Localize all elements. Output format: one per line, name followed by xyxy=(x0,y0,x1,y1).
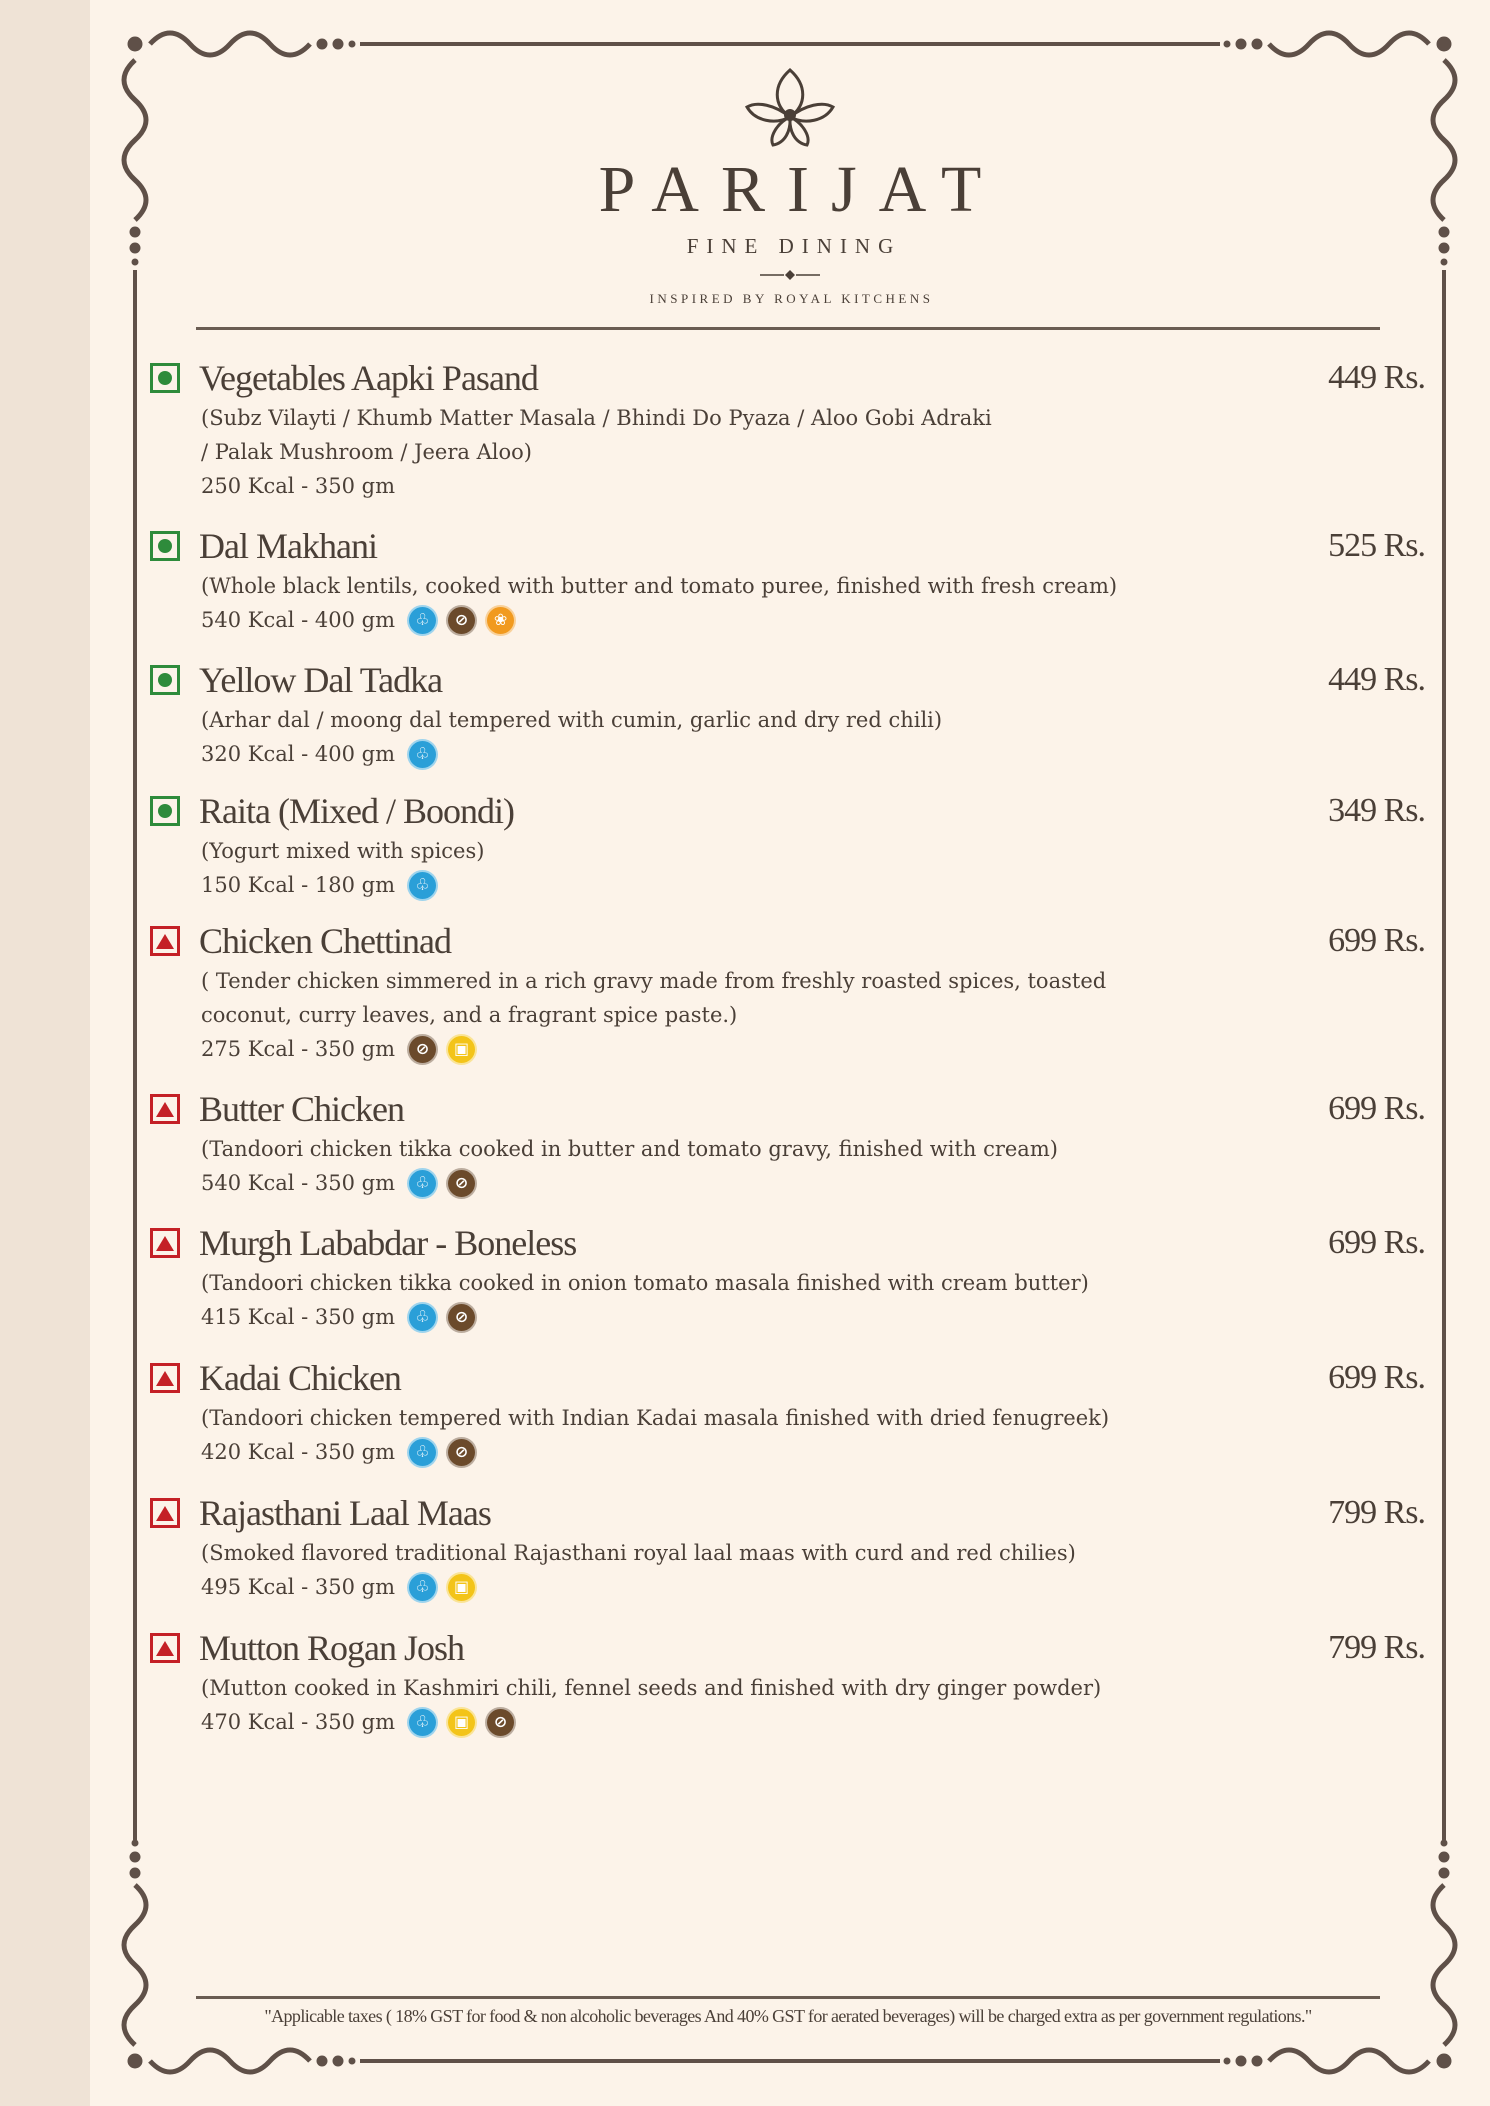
item-description: ( Tender chicken simmered in a rich gravy made from freshly roasted spices, toasted xyxy=(201,969,1107,993)
item-price: 699 Rs. xyxy=(1328,1090,1425,1127)
item-description: (Whole black lentils, cooked with butter and tomato puree, finished with fresh cream) xyxy=(201,574,1118,598)
nonveg-mark-icon xyxy=(150,926,180,956)
item-nutrition xyxy=(201,1032,1425,1066)
item-price: 699 Rs. xyxy=(1328,922,1425,959)
milk-icon: ♧ xyxy=(407,1302,438,1333)
menu-item xyxy=(150,523,1425,637)
item-description: (Tandoori chicken tempered with Indian Kadai masala finished with dried fenugreek) xyxy=(201,1406,1110,1430)
item-price: 799 Rs. xyxy=(1328,1629,1425,1666)
item-kcal-weight: 470 Kcal - 350 gm xyxy=(201,1710,396,1734)
item-nutrition xyxy=(201,868,1425,902)
menu-item-header xyxy=(150,523,1425,569)
item-name: Yellow Dal Tadka xyxy=(199,660,443,700)
lotus-icon xyxy=(735,55,845,150)
restaurant-logo xyxy=(560,55,1020,307)
item-nutrition xyxy=(201,1570,1425,1604)
milk-icon: ♧ xyxy=(407,870,438,901)
item-price: 699 Rs. xyxy=(1328,1359,1425,1396)
item-kcal-weight: 415 Kcal - 350 gm xyxy=(201,1305,396,1329)
item-kcal-weight: 420 Kcal - 350 gm xyxy=(201,1440,396,1464)
item-kcal-weight: 540 Kcal - 350 gm xyxy=(201,1171,396,1195)
menu-item-header xyxy=(150,1490,1425,1536)
menu-item-header xyxy=(150,788,1425,834)
item-nutrition xyxy=(201,737,1425,771)
item-price: 699 Rs. xyxy=(1328,1224,1425,1261)
milk-icon: ♧ xyxy=(407,605,438,636)
milk-icon: ♧ xyxy=(407,739,438,770)
menu-item xyxy=(150,1625,1425,1739)
allergen-icons xyxy=(407,1302,477,1333)
allergen-icons xyxy=(407,605,516,636)
milk-icon: ♧ xyxy=(407,1168,438,1199)
veg-mark-icon xyxy=(150,363,180,393)
item-nutrition xyxy=(201,1435,1425,1469)
menu-item xyxy=(150,918,1425,1066)
item-name: Raita (Mixed / Boondi) xyxy=(199,791,514,831)
item-nutrition xyxy=(201,1166,1425,1200)
brand-name: PARIJAT xyxy=(598,153,1004,226)
gluten-icon: ⊘ xyxy=(446,605,477,636)
item-kcal-weight: 275 Kcal - 350 gm xyxy=(201,1037,396,1061)
item-description: / Palak Mushroom / Jeera Aloo) xyxy=(201,440,532,464)
menu-item-header xyxy=(150,355,1425,401)
item-name: Mutton Rogan Josh xyxy=(199,1628,465,1668)
item-description: (Mutton cooked in Kashmiri chili, fennel seeds and finished with dry ginger powder) xyxy=(201,1676,1102,1700)
allergen-icons xyxy=(407,1707,516,1738)
item-kcal-weight: 250 Kcal - 350 gm xyxy=(201,474,396,498)
nonveg-mark-icon xyxy=(150,1094,180,1124)
menu-item-header xyxy=(150,1220,1425,1266)
item-price: 449 Rs. xyxy=(1328,359,1425,396)
nonveg-mark-icon xyxy=(150,1228,180,1258)
item-name: Dal Makhani xyxy=(199,526,377,566)
menu-item-header xyxy=(150,1625,1425,1671)
item-description: (Tandoori chicken tikka cooked in onion tomato masala finished with cream butter) xyxy=(201,1271,1089,1295)
nonveg-mark-icon xyxy=(150,1498,180,1528)
item-nutrition xyxy=(201,1705,1425,1739)
veg-mark-icon xyxy=(150,665,180,695)
gluten-icon: ⊘ xyxy=(446,1302,477,1333)
allergen-icons xyxy=(407,1034,477,1065)
item-nutrition xyxy=(201,603,1425,637)
item-kcal-weight: 495 Kcal - 350 gm xyxy=(201,1575,396,1599)
menu-item xyxy=(150,657,1425,771)
allergen-icons xyxy=(407,870,438,901)
menu-item-header xyxy=(150,1086,1425,1132)
allergen-icons xyxy=(407,1168,477,1199)
item-nutrition xyxy=(201,1300,1425,1334)
item-name: Rajasthani Laal Maas xyxy=(199,1493,491,1533)
item-nutrition xyxy=(201,469,1425,503)
allergen-icons xyxy=(407,1437,477,1468)
item-price: 799 Rs. xyxy=(1328,1494,1425,1531)
divider-ornament xyxy=(760,269,820,281)
menu-item xyxy=(150,1086,1425,1200)
menu-item xyxy=(150,1490,1425,1604)
footer-rule xyxy=(196,1996,1380,1999)
menu-item-header xyxy=(150,918,1425,964)
item-kcal-weight: 540 Kcal - 400 gm xyxy=(201,608,396,632)
gluten-icon: ⊘ xyxy=(407,1034,438,1065)
wheat-icon: ❀ xyxy=(485,605,516,636)
menu-item xyxy=(150,1355,1425,1469)
item-description: (Subz Vilayti / Khumb Matter Masala / Bhindi Do Pyaza / Aloo Gobi Adraki xyxy=(201,406,992,430)
item-price: 525 Rs. xyxy=(1328,527,1425,564)
milk-icon: ♧ xyxy=(407,1707,438,1738)
item-description: (Yogurt mixed with spices) xyxy=(201,839,485,863)
item-description: (Smoked flavored traditional Rajasthani royal laal maas with curd and red chilies) xyxy=(201,1541,1076,1565)
milk-icon: ♧ xyxy=(407,1437,438,1468)
item-description: (Tandoori chicken tikka cooked in butter and tomato gravy, finished with cream) xyxy=(201,1137,1058,1161)
header-rule xyxy=(196,327,1380,330)
menu-item xyxy=(150,1220,1425,1334)
milk-icon: ♧ xyxy=(407,1572,438,1603)
item-name: Kadai Chicken xyxy=(199,1358,401,1398)
item-name: Chicken Chettinad xyxy=(199,921,451,961)
gluten-icon: ⊘ xyxy=(446,1437,477,1468)
brand-subtitle: FINE DINING xyxy=(686,234,902,258)
veg-mark-icon xyxy=(150,531,180,561)
item-name: Murgh Lababdar - Boneless xyxy=(199,1223,577,1263)
menu-item-header xyxy=(150,657,1425,703)
item-name: Vegetables Aapki Pasand xyxy=(199,358,538,398)
allergen-icons xyxy=(407,739,438,770)
brand-tagline: INSPIRED BY ROYAL KITCHENS xyxy=(649,291,934,306)
nonveg-mark-icon xyxy=(150,1633,180,1663)
menu-item xyxy=(150,788,1425,902)
menu-item xyxy=(150,355,1425,503)
item-description: coconut, curry leaves, and a fragrant spice paste.) xyxy=(201,1003,738,1027)
item-price: 449 Rs. xyxy=(1328,661,1425,698)
veg-mark-icon xyxy=(150,796,180,826)
egg-icon: ▣ xyxy=(446,1572,477,1603)
gluten-icon: ⊘ xyxy=(446,1168,477,1199)
item-description: (Arhar dal / moong dal tempered with cumin, garlic and dry red chili) xyxy=(201,708,943,732)
allergen-icons xyxy=(407,1572,477,1603)
item-kcal-weight: 320 Kcal - 400 gm xyxy=(201,742,396,766)
gluten-icon: ⊘ xyxy=(485,1707,516,1738)
item-name: Butter Chicken xyxy=(199,1089,404,1129)
nonveg-mark-icon xyxy=(150,1363,180,1393)
menu-item-header xyxy=(150,1355,1425,1401)
egg-icon: ▣ xyxy=(446,1707,477,1738)
egg-icon: ▣ xyxy=(446,1034,477,1065)
tax-note: "Applicable taxes ( 18% GST for food & non alcoholic beverages And 40% GST for aerated beverages) will be charged extra as per government regulations." xyxy=(264,2006,1312,2026)
item-price: 349 Rs. xyxy=(1328,792,1425,829)
item-kcal-weight: 150 Kcal - 180 gm xyxy=(201,873,396,897)
